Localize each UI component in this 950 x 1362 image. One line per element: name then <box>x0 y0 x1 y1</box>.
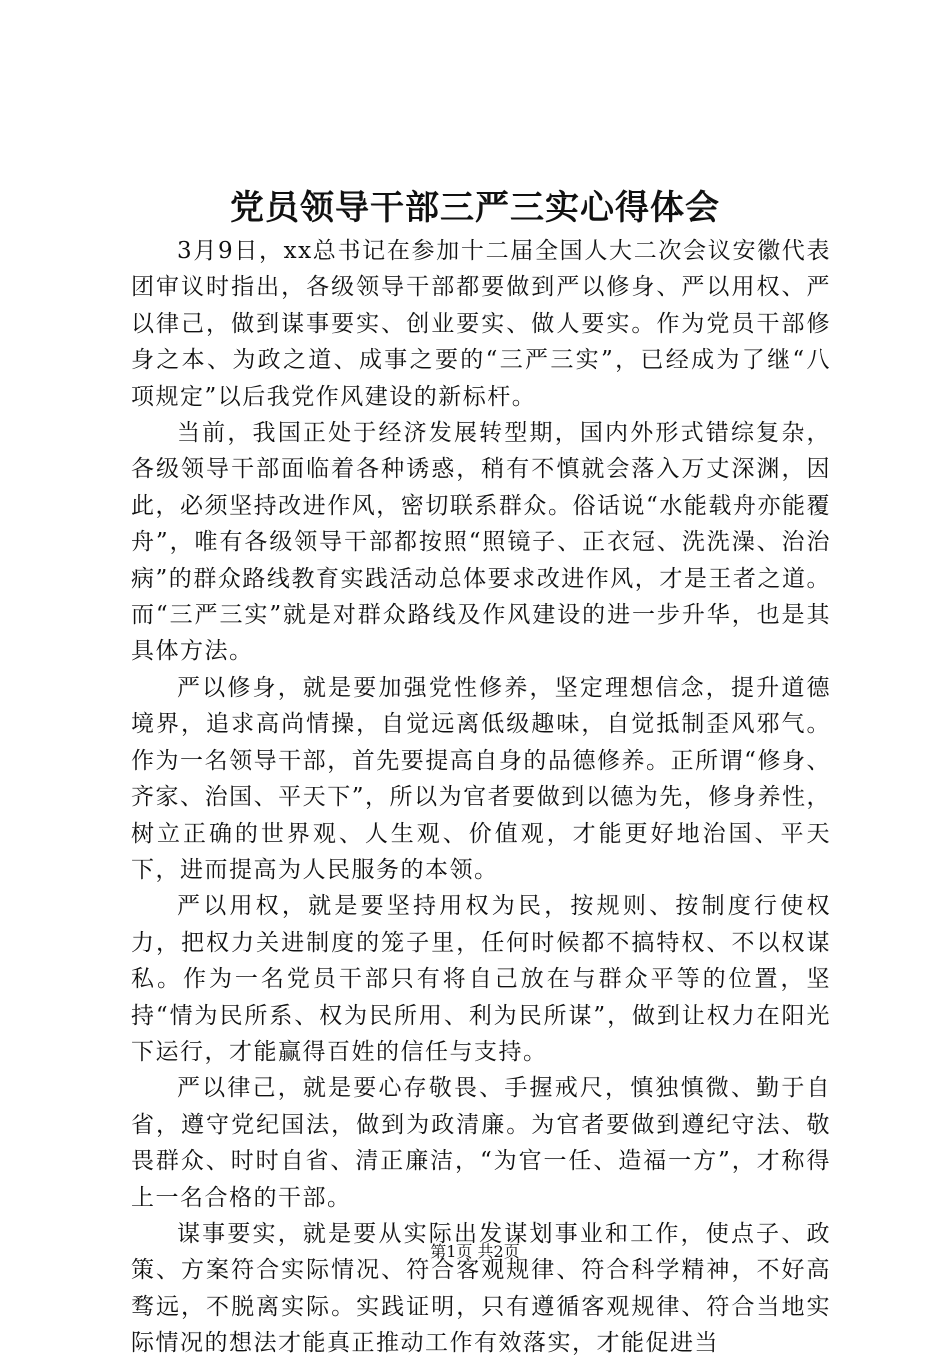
paragraph-1: 3月9日，xx总书记在参加十二届全国人大二次会议安徽代表团审议时指出，各级领导干部都要做到严以修身、严以用权、严以律己，做到谋事要实、创业要实、做人要实。作为党员干部修身之本、为政之道、成事之要的“三严三实”，已经成为了继“八项规定”以后我党作风建设的新标杆。 <box>131 238 831 410</box>
paragraph-2: 当前，我国正处于经济发展转型期，国内外形式错综复杂，各级领导干部面临着各种诱惑，稍有不慎就会落入万丈深渊，因此，必须坚持改进作风，密切联系群众。俗话说“水能载舟亦能覆舟”，唯有各级领导干部都按照“照镜子、正衣冠、洗洗澡、治治病”的群众路线教育实践活动总体要求改进作风，才是王者之道。而“三严三实”就是对群众路线及作风建设的进一步升华，也是其具体方法。 <box>131 420 831 665</box>
paragraph-5: 严以律己，就是要心存敬畏、手握戒尺，慎独慎微、勤于自省，遵守党纪国法，做到为政清廉。为官者要做到遵纪守法、敬畏群众、时时自省、清正廉洁，“为官一任、造福一方”，才称得上一名合格的干部。 <box>131 1075 831 1211</box>
paragraph-4: 严以用权，就是要坚持用权为民，按规则、按制度行使权力，把权力关进制度的笼子里，任何时候都不搞特权、不以权谋私。作为一名党员干部只有将自己放在与群众平等的位置，坚持“情为民所系、权为民所用、利为民所谋”，做到让权力在阳光下运行，才能赢得百姓的信任与支持。 <box>131 893 831 1065</box>
paragraph-3: 严以修身，就是要加强党性修养，坚定理想信念，提升道德境界，追求高尚情操，自觉远离低级趣味，自觉抵制歪风邪气。作为一名领导干部，首先要提高自身的品德修养。正所谓“修身、齐家、治国、平天下”，所以为官者要做到以德为先，修身养性，树立正确的世界观、人生观、价值观，才能更好地治国、平天下，进而提高为人民服务的本领。 <box>131 674 831 883</box>
page-number-footer: 第1页 共2页 <box>430 1242 520 1261</box>
document-body <box>131 233 831 1362</box>
paragraph-6: 谋事要实，就是要从实际出发谋划事业和工作，使点子、政策、方案符合实际情况、符合客观规律、符合科学精神，不好高骛远，不脱离实际。实践证明，只有遵循客观规律、符合当地实际情况的想法才能真正推动工作有效落实，才能促进当 <box>131 1220 831 1357</box>
document-title: 党员领导干部三严三实心得体会 <box>230 188 720 228</box>
